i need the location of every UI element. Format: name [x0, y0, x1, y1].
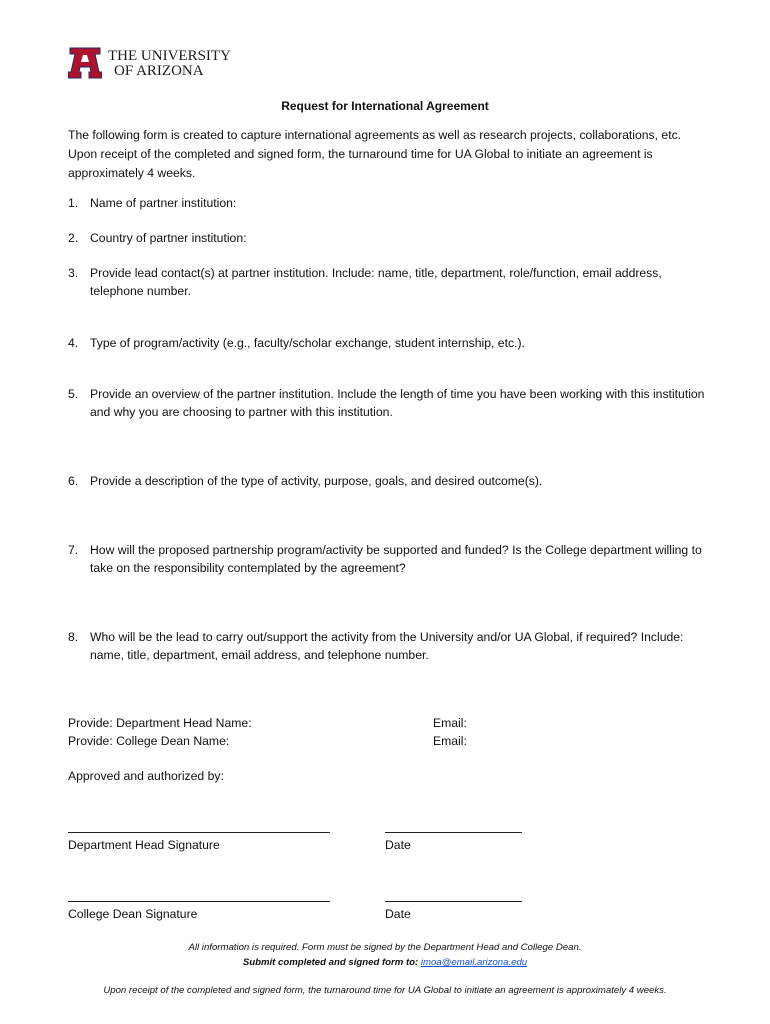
- question-text: Type of program/activity (e.g., faculty/scholar exchange, student internship, etc.).: [90, 336, 525, 350]
- logo-line-1: THE UNIVERSITY: [108, 48, 231, 64]
- question-text: Provide an overview of the partner institution. Include the length of time you have been working with this institution and why you are choosing to partner with this institution.: [90, 387, 705, 419]
- question-item: [68, 541, 708, 577]
- submit-prefix: Submit completed and signed form to:: [242, 957, 419, 968]
- arizona-a-logo-icon: [68, 46, 102, 80]
- footer-submit: [0, 957, 770, 968]
- form-title: Request for International Agreement: [281, 99, 489, 113]
- question-text: Who will be the lead to carry out/support the activity from the University and/or UA Global, if required? Include: name, title, department, email address, and telephone number.: [90, 630, 684, 662]
- approval-label: Approved and authorized by:: [68, 769, 224, 783]
- question-number: 5.: [68, 387, 79, 401]
- logo-wordmark: [108, 49, 231, 79]
- university-logo: [68, 46, 231, 82]
- question-number: 7.: [68, 543, 79, 557]
- question-number: 8.: [68, 630, 79, 644]
- submit-email-link[interactable]: imoa@email.arizona.edu: [420, 957, 528, 968]
- dept-head-name-label: Provide: Department Head Name:: [68, 716, 252, 730]
- question-number: 4.: [68, 336, 79, 350]
- intro-paragraph: The following form is created to capture international agreements as well as research projects, collaborations, etc. Upon receipt of the completed and signed form, the turnaround time for UA Global to initiate an agreement is approximately 4 weeks.: [68, 128, 682, 180]
- footer-turnaround: Upon receipt of the completed and signed form, the turnaround time for UA Global to initiate an agreement is approximately 4 weeks.: [103, 985, 667, 996]
- question-number: 6.: [68, 474, 79, 488]
- dept-head-email-label: Email:: [433, 716, 467, 730]
- question-number: 1.: [68, 196, 79, 210]
- dept-head-signature-label: Department Head Signature: [68, 838, 220, 852]
- dean-signature-label: College Dean Signature: [68, 907, 198, 921]
- dept-head-signature-line[interactable]: [68, 832, 330, 833]
- question-item: [68, 194, 708, 212]
- question-item: [68, 472, 708, 490]
- dean-name-label: Provide: College Dean Name:: [68, 734, 230, 748]
- question-text: Name of partner institution:: [90, 196, 237, 210]
- question-item: [68, 229, 708, 247]
- question-item: [68, 264, 708, 300]
- question-number: 2.: [68, 231, 79, 245]
- question-text: Provide a description of the type of activity, purpose, goals, and desired outcome(s).: [90, 474, 543, 488]
- question-text: Provide lead contact(s) at partner institution. Include: name, title, department, role/function, email address, telephone number.: [90, 266, 662, 298]
- dean-email-label: Email:: [433, 734, 467, 748]
- question-item: [68, 385, 708, 421]
- dean-date-line[interactable]: [385, 901, 522, 902]
- question-text: Country of partner institution:: [90, 231, 247, 245]
- logo-line-2: OF ARIZONA: [114, 63, 204, 79]
- question-item: [68, 628, 708, 664]
- question-item: [68, 334, 708, 352]
- dean-date-label: Date: [385, 907, 411, 921]
- footer-note: All information is required. Form must be signed by the Department Head and College Dean.: [188, 942, 582, 953]
- question-text: How will the proposed partnership program/activity be supported and funded? Is the College department willing to take on the responsibility contemplated by the agreement?: [90, 543, 702, 575]
- dept-head-date-line[interactable]: [385, 832, 522, 833]
- dept-head-date-label: Date: [385, 838, 411, 852]
- dean-signature-line[interactable]: [68, 901, 330, 902]
- question-number: 3.: [68, 266, 79, 280]
